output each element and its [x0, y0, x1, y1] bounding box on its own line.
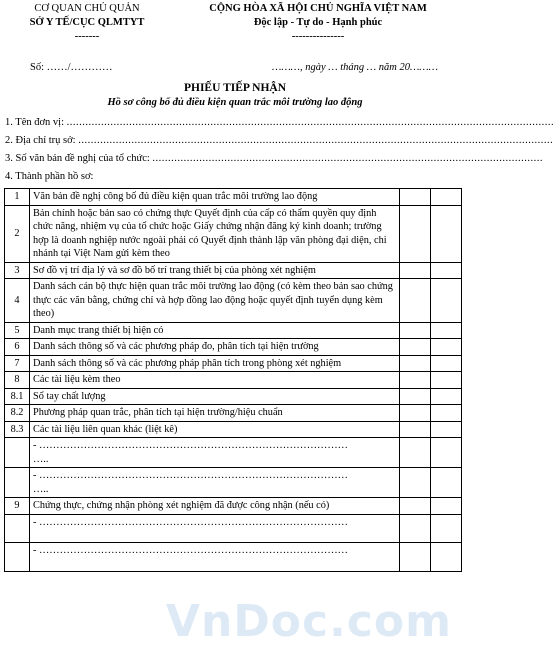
check-cell[interactable] — [400, 388, 431, 405]
number-date-row — [0, 62, 470, 76]
table-row — [5, 421, 462, 438]
row-description — [30, 543, 400, 572]
document-subtitle: Hồ sơ công bố đủ điều kiện quan trắc môi trường lao động — [107, 97, 363, 108]
document-header — [0, 2, 470, 60]
row-number: 3 — [5, 262, 30, 279]
row-number — [5, 514, 30, 543]
row-description: Danh sách cán bộ thực hiện quan trắc môi trường lao động (có kèm theo bản sao chứng thực các văn bằng, chứng chỉ và hợp đồng lao động hoặc quyết định tuyển dụng kèm theo) — [30, 279, 400, 323]
table-row — [5, 543, 462, 572]
blank-line-continuation[interactable]: ….. — [33, 483, 49, 495]
note-cell[interactable] — [431, 205, 462, 262]
table-row — [5, 388, 462, 405]
note-cell[interactable] — [431, 262, 462, 279]
row-number: 8 — [5, 372, 30, 389]
check-cell[interactable] — [400, 205, 431, 262]
table-row — [5, 438, 462, 468]
note-cell[interactable] — [431, 421, 462, 438]
table-row — [5, 205, 462, 262]
row-description: Danh sách thông số và các phương pháp phân tích trong phòng xét nghiệm — [30, 355, 400, 372]
field-address[interactable] — [5, 134, 554, 148]
country-name: CỘNG HÒA XÃ HỘI CHỦ NGHĨA VIỆT NAM — [209, 3, 427, 14]
note-cell[interactable] — [431, 543, 462, 572]
check-cell[interactable] — [400, 498, 431, 515]
row-description: Sổ tay chất lượng — [30, 388, 400, 405]
row-number: 8.2 — [5, 405, 30, 422]
row-number: 4 — [5, 279, 30, 323]
agency-block — [12, 2, 162, 44]
motto: Độc lập - Tự do - Hạnh phúc — [253, 17, 383, 28]
blank-line[interactable]: - ……………………………………………………………………………… — [33, 545, 348, 556]
table-row — [5, 279, 462, 323]
blank-line[interactable]: - ……………………………………………………………………………… — [33, 470, 348, 481]
agency-line1: CƠ QUAN CHỦ QUẢN — [34, 3, 140, 14]
row-description: Các tài liệu liên quan khác (liệt kê) — [30, 421, 400, 438]
field-label: 1. Tên đơn vị: — [5, 117, 67, 128]
row-description — [30, 468, 400, 498]
field-components — [5, 170, 463, 184]
note-cell[interactable] — [431, 438, 462, 468]
field-dots: ............................................................................................................................. — [152, 153, 544, 164]
national-motto-block — [168, 2, 468, 44]
table-row — [5, 405, 462, 422]
document-date: ………, ngày … tháng … năm 20……… — [272, 62, 438, 73]
row-description: Phương pháp quan trắc, phân tích tại hiện trường/hiệu chuẩn — [30, 405, 400, 422]
table-row — [5, 262, 462, 279]
row-number: 2 — [5, 205, 30, 262]
table-row — [5, 372, 462, 389]
row-description: Sơ đồ vị trí địa lý và sơ đồ bố trí trang thiết bị của phòng xét nghiệm — [30, 262, 400, 279]
blank-line-continuation[interactable]: ….. — [33, 453, 49, 465]
row-description: Danh mục trang thiết bị hiện có — [30, 322, 400, 339]
row-number: 8.3 — [5, 421, 30, 438]
blank-line[interactable]: - ……………………………………………………………………………… — [33, 440, 348, 451]
row-number: 1 — [5, 189, 30, 206]
table-row — [5, 514, 462, 543]
agency-line2: SỞ Y TẾ/CỤC QLMTYT — [29, 17, 145, 28]
table-row — [5, 468, 462, 498]
document-checklist-table — [4, 188, 462, 572]
row-number — [5, 543, 30, 572]
field-label: 2. Địa chỉ trụ sở: — [5, 135, 79, 146]
table-row — [5, 355, 462, 372]
check-cell[interactable] — [400, 339, 431, 356]
check-cell[interactable] — [400, 262, 431, 279]
row-number — [5, 468, 30, 498]
note-cell[interactable] — [431, 388, 462, 405]
note-cell[interactable] — [431, 498, 462, 515]
check-cell[interactable] — [400, 355, 431, 372]
row-description: Các tài liệu kèm theo — [30, 372, 400, 389]
note-cell[interactable] — [431, 189, 462, 206]
table-row — [5, 339, 462, 356]
note-cell[interactable] — [431, 372, 462, 389]
check-cell[interactable] — [400, 543, 431, 572]
field-label: 4. Thành phần hồ sơ: — [5, 171, 94, 182]
row-number: 8.1 — [5, 388, 30, 405]
row-description: Chứng thực, chứng nhận phòng xét nghiệm đã được công nhận (nếu có) — [30, 498, 400, 515]
check-cell[interactable] — [400, 189, 431, 206]
check-cell[interactable] — [400, 405, 431, 422]
row-description: Văn bản đề nghị công bố đủ điều kiện quan trắc môi trường lao động — [30, 189, 400, 206]
table-row — [5, 498, 462, 515]
field-unit-name[interactable] — [5, 116, 554, 130]
note-cell[interactable] — [431, 279, 462, 323]
blank-line-continuation[interactable] — [33, 529, 396, 541]
row-number: 7 — [5, 355, 30, 372]
row-description: Bản chính hoặc bản sao có chứng thực Quyết định của cấp có thẩm quyền quy định chức năng, nhiệm vụ của tổ chức hoặc Giấy chứng nhận đăng ký kinh doanh; trường hợp là doanh nghiệp nước ngoài phải có Quyết định thành lập văn phòng đại diện, chi nhánh tại Việt Nam gửi kèm theo — [30, 205, 400, 262]
check-cell[interactable] — [400, 279, 431, 323]
table-row — [5, 322, 462, 339]
row-number: 9 — [5, 498, 30, 515]
field-label: 3. Số văn bản đề nghị của tổ chức: — [5, 153, 153, 164]
document-title: PHIẾU TIẾP NHẬN — [183, 82, 287, 94]
watermark-logo: VnDoc.com — [165, 596, 452, 647]
check-cell[interactable] — [400, 372, 431, 389]
field-dots: ........................................................................................................................................................ — [78, 135, 554, 146]
check-cell[interactable] — [400, 438, 431, 468]
note-cell[interactable] — [431, 339, 462, 356]
blank-line-continuation[interactable] — [33, 558, 396, 570]
check-cell[interactable] — [400, 322, 431, 339]
field-dots: ............................................................................................................................................................ — [66, 117, 554, 128]
check-cell[interactable] — [400, 514, 431, 543]
row-number — [5, 438, 30, 468]
motto-separator: --------------- — [291, 31, 345, 42]
note-cell[interactable] — [431, 514, 462, 543]
agency-separator: ------- — [74, 31, 100, 42]
table-row — [5, 189, 462, 206]
check-cell[interactable] — [400, 468, 431, 498]
row-description — [30, 514, 400, 543]
check-cell[interactable] — [400, 421, 431, 438]
note-cell[interactable] — [431, 468, 462, 498]
document-number: Số: ……/………… — [30, 62, 113, 73]
note-cell[interactable] — [431, 355, 462, 372]
note-cell[interactable] — [431, 405, 462, 422]
row-description: Danh sách thông số và các phương pháp đo, phân tích tại hiện trường — [30, 339, 400, 356]
row-description — [30, 438, 400, 468]
row-number: 6 — [5, 339, 30, 356]
field-request-number[interactable] — [5, 152, 544, 166]
blank-line[interactable]: - ……………………………………………………………………………… — [33, 516, 348, 528]
note-cell[interactable] — [431, 322, 462, 339]
row-number: 5 — [5, 322, 30, 339]
